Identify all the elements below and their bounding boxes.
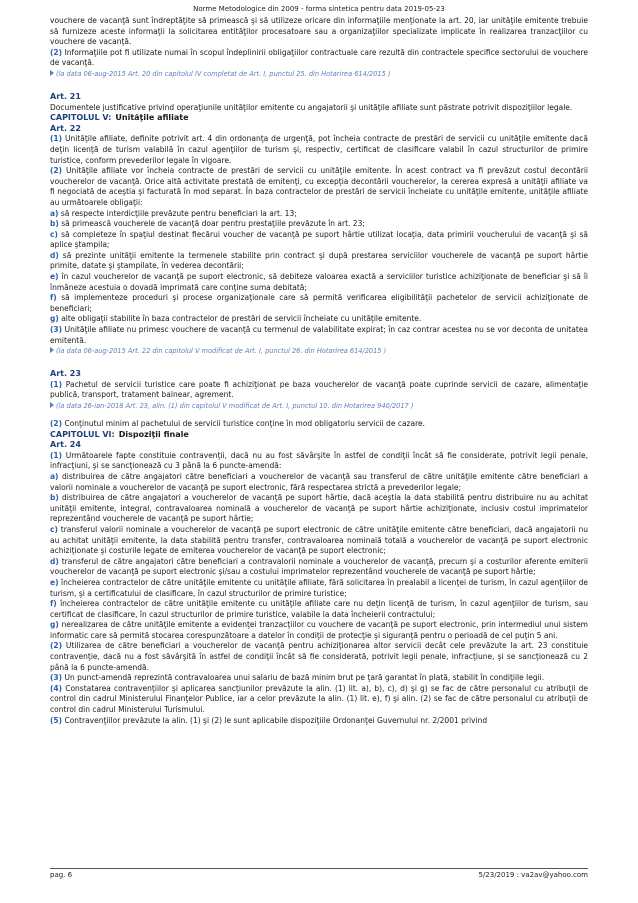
list-item: e) încheierea contractelor de către unităţile emitente cu unităţile afiliate, fără solicitarea în prealabil a licenţei de turism, în cazul agenţiilor de turism, şi a certificatului de clasificare, în cazul structurilor de primire turistice; xyxy=(50,577,588,598)
arrow-right-icon xyxy=(50,70,54,76)
paragraph: (5) Contravenţiilor prevăzute la alin. (1) şi (2) le sunt aplicabile dispoziţiile Ordonanţei Guvernului nr. 2/2001 privind xyxy=(50,715,488,725)
paragraph: (2) Utilizarea de către beneficiari a voucherelor de vacanţă pentru achiziţionarea altor servicii decât cele prevăzute la art. 23 constituie contravenţie, dacă nu a fost săvârşită în astfel de condiţii încât să fie considerată, potrivit legii penale, infracţiune, şi se sancţionează cu 2 până la 6 puncte-amendă. xyxy=(50,641,588,672)
arrow-right-icon xyxy=(50,402,54,408)
article-heading: Art. 21 xyxy=(50,91,81,101)
list-item: f) încheierea contractelor de către unităţile emitente cu unităţile afiliate care nu deţin licenţă de turism, în cazul agenţiilor de turism, sau certificat de clasificare, în cazul structurilor de primire turistice, valabile la data încheierii contractului; xyxy=(50,599,588,619)
list-item: e) în cazul voucherelor de vacanţă pe suport electronic, să debiteze valoarea exactă a serviciilor turistice achiziţionate de beneficiar şi să îi înmâneze acestuia o dovadă imprimată care conţine suma debitată; xyxy=(50,272,588,292)
list-item: b) distribuirea de către angajatori a voucherelor de vacanţă pe suport hârtie, dacă aceştia la data stabilită pentru distribuire nu au achitat unităţii emitente, integral, contravaloarea nominală a voucherelor de vacanţă pe suport hârtie achiziţionate, inclusiv costul imprimatelor reprezentând voucherele de vacanţă pe suport hârtie; xyxy=(50,493,588,524)
article-heading: Art. 24 xyxy=(50,440,81,450)
paragraph-number: (2) xyxy=(50,47,63,57)
running-header: Norme Metodologice din 2009 - forma sintetica pentru data 2019-05-23 xyxy=(193,5,445,13)
article-heading: Art. 22 xyxy=(50,123,81,133)
article-heading: Art. 23 xyxy=(50,369,81,379)
paragraph: (3) Unităţile afiliate nu primesc vouchere de vacanţă cu termenul de valabilitate expirat; în caz contrar acestea nu se vor deconta de unitatea emitentă. xyxy=(50,325,588,345)
chapter-heading: CAPITOLUL V: Unităţile afiliate xyxy=(50,113,189,123)
paragraph: (1) Pachetul de servicii turistice care poate fi achiziţionat pe baza voucherelor de vacanţă poate cuprinde servicii de cazare, alimentaţie publică, transport, tratament balnear, agrement. xyxy=(50,379,588,400)
paragraph: Documentele justificative privind operaţiunile unităţilor emitente cu angajatorii şi unităţile afiliate sunt păstrate potrivit dispoziţiilor legale. xyxy=(50,102,573,112)
list-item: d) transferul de către angajatori către beneficiari a contravalorii nominale a voucherelor de vacanţă, precum şi a costurilor aferente emiterii voucherelor de vacanţă pe suport electronic şi/sau a costului imprimatelor reprezentând voucherele de vacanţă pe suport hârtie; xyxy=(50,556,588,577)
document-body xyxy=(50,16,588,726)
amendment-note[interactable]: (la data 26-ian-2018 Art. 23, alin. (1) din capitolul V modificat de Art. I, punctul 10. din Hotarirea 940/2017 ) xyxy=(50,401,588,411)
list-item: b) să primească voucherele de vacanţă doar pentru prestaţiile prevăzute în art. 23; xyxy=(50,219,365,229)
footer-divider xyxy=(50,868,588,869)
paragraph: vouchere de vacanţă sunt îndreptăţite să primească şi să utilizeze oricare din informaţiile menţionate la art. 20, iar unităţile emitente trebuie să furnizeze aceste informaţii la solicitarea entităţilor procesatoare sau a organizaţiilor specializate implicate în realizarea tranzacţiilor cu vouchere de vacanţă. xyxy=(50,16,588,47)
list-item: g) nerealizarea de către unităţile emitente a evidenţei tranzacţiilor cu vouchere de vacanţă pe suport electronic, prin intermediul unui sistem informatic care să permită stocarea corespunzătoare a datelor în condiţii de protecţie şi siguranţă pentru o perioadă de cel puţin 5 ani. xyxy=(50,620,588,640)
paragraph: (2) Informaţiile pot fi utilizate numai în scopul îndeplinirii obligaţiilor contractuale care rezultă din contractele specifice sectorului de vouchere de vacanţă. xyxy=(50,47,588,68)
paragraph: (2) Conţinutul minim al pachetului de servicii turistice conţine în mod obligatoriu servicii de cazare. xyxy=(50,419,425,428)
list-item: a) distribuirea de către angajatori către beneficiari a voucherelor de vacanţă sau transferul de către unităţile emitente către beneficiari a valorii nominale a voucherelor de vacanţă pe suport electronic, fără respectarea strictă a prevederilor legale; xyxy=(50,471,588,492)
paragraph: (1) Următoarele fapte constituie contravenţii, dacă nu au fost săvârşite în astfel de condiţii încât să fie considerate, potrivit legii penale, infracţiuni, şi se sancţionează cu 3 până la 6 puncte-amendă: xyxy=(50,450,588,471)
paragraph: (3) Un punct-amendă reprezintă contravaloarea unui salariu de bază minim brut pe ţară garantat în plată, stabilit în condiţiile legii. xyxy=(50,673,545,683)
amendment-note[interactable]: (la data 06-aug-2015 Art. 22 din capitolul V modificat de Art. I, punctul 26. din Hotarirea 614/2015 ) xyxy=(50,346,588,356)
list-item: c) transferul valorii nominale a voucherelor de vacanţă pe suport electronic de către unităţile emitente către beneficiari, dacă angajatorii nu au achitat unităţii emitente, la data stabilită pentru transfer, contravaloarea nominală totală a voucherelor de vacanţă pe suport electronic achiziţionate şi costurile legate de emiterea voucherelor de vacanţă pe suport electronic; xyxy=(50,524,589,556)
list-item: g) alte obligaţii stabilite în baza contractelor de prestări de servicii încheiate cu unităţile emitente. xyxy=(50,314,422,324)
list-item: c) să completeze în spaţiul destinat fiecărui voucher de vacanţă pe suport hârtie utilizat locaţia, data primirii voucherului de vacanţă şi să aplice ştampila; xyxy=(50,229,589,250)
paragraph: (2) Unităţile afiliate vor încheia contracte de prestări de servicii cu unităţile emitente. În acest contract va fi prevăzut costul decontării voucherelor de vacanţă. Orice altă activitate prestată de emitenţi, cu excepţia decontării voucherelor, la cererea expresă a unităţii afiliate va fi negociată de aceştia şi facturată în mod separat. În baza contractelor de prestări de servicii încheiate cu unităţile emitente, unităţile afiliate au următoarele obligaţii: xyxy=(50,166,588,207)
page-number: pag. 6 xyxy=(50,871,73,879)
list-item: a) să respecte interdicţiile prevăzute pentru beneficiari la art. 13; xyxy=(50,208,297,218)
arrow-right-icon xyxy=(50,347,54,353)
footer-date-email: 5/23/2019 : va2av@yahoo.com xyxy=(478,871,588,879)
paragraph: (1) Unităţile afiliate, definite potrivit art. 4 din ordonanţa de urgenţă, pot încheia contracte de prestări de servicii cu unităţile emitente dacă deţin licenţă de turism valabilă în cazul agenţiilor de turism şi, respectiv, certificat de clasificare valabil în cazul structurilor de primire turistice, conform prevederilor legale în vigoare. xyxy=(50,134,588,165)
paragraph: (4) Constatarea contravenţiilor şi aplicarea sancţiunilor prevăzute la alin. (1) lit. a), b), c), d) şi g) se fac de către personalul cu atribuţii de control din cadrul Ministerului Finanţelor Publice, iar a celor prevăzute la alin. (1) lit. e), f) şi alin. (2) se fac de către personalul cu atribuţii de control din cadrul Ministerului Turismului. xyxy=(50,683,588,715)
amendment-note[interactable]: (la data 06-aug-2015 Art. 20 din capitolul IV completat de Art. I, punctul 25. din Hotarirea 614/2015 ) xyxy=(50,69,588,79)
list-item: f) să implementeze proceduri şi procese organizaţionale care să permită verificarea eligibilităţii pachetelor de servicii achiziţionate de beneficiari; xyxy=(50,293,589,313)
list-item: d) să prezinte unităţii emitente la termenele stabilite prin contract şi după prestarea serviciilor voucherele de vacanţă pe suport hârtie primite, datate şi ştampilate, în vederea decontării; xyxy=(50,250,588,271)
chapter-heading: CAPITOLUL VI: Dispoziţii finale xyxy=(50,429,189,439)
